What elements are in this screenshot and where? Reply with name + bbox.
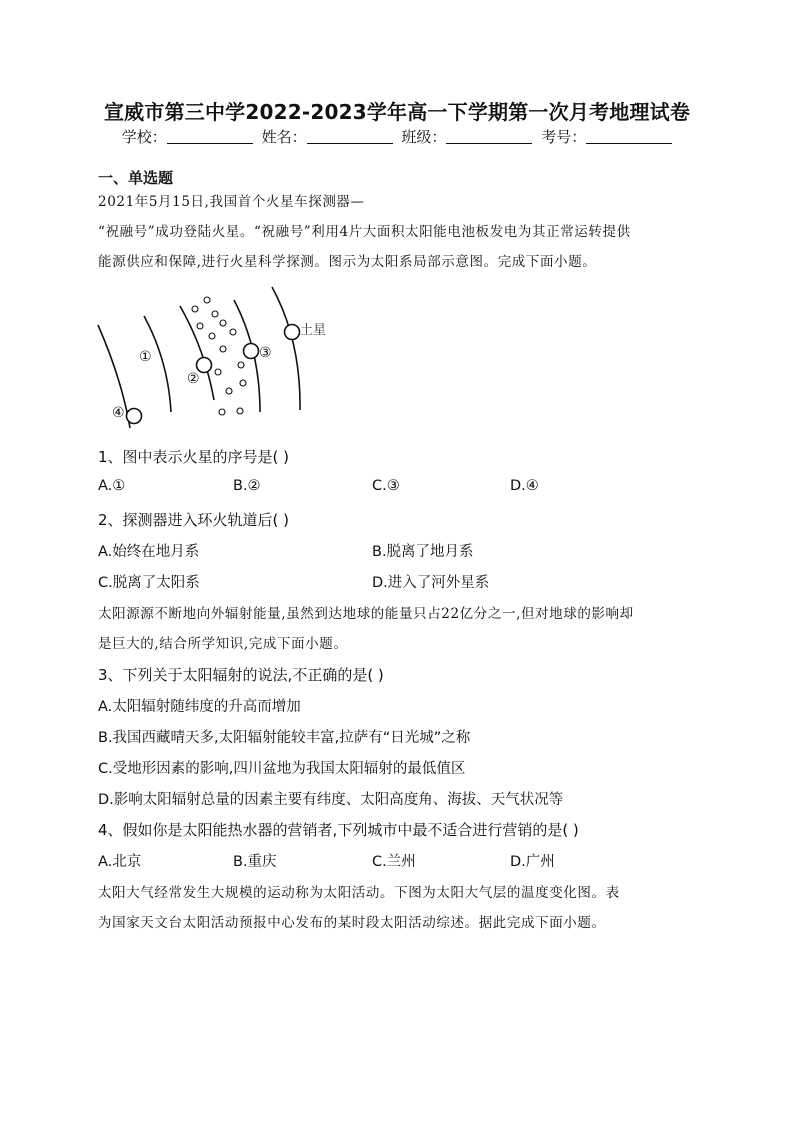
- asteroid: [212, 311, 218, 317]
- asteroid-belt: [192, 297, 246, 415]
- q4-option-c: C.兰州: [372, 854, 416, 870]
- q2-stem: 2、探测器进入环火轨道后( ): [98, 511, 290, 529]
- q2-option-c: C.脱离了太阳系: [98, 575, 200, 591]
- name-label: 姓名：: [261, 128, 307, 146]
- asteroid: [204, 297, 210, 303]
- exam-title: 宣威市第三中学2022-2023学年高一下学期第一次月考地理试卷: [103, 100, 691, 124]
- asteroid: [220, 320, 226, 326]
- q4-option-a: A.北京: [98, 854, 142, 870]
- passage1-line-1: 2021年5月15日,我国首个火星车探测器—: [98, 194, 365, 210]
- asteroid: [209, 333, 215, 339]
- passage1-line-3: 能源供应和保障,进行火星科学探测。图示为太阳系局部示意图。完成下面小题。: [98, 254, 597, 270]
- passage3-line-2: 为国家天文台太阳活动预报中心发布的某时段太阳活动综述。据此完成下面小题。: [98, 915, 606, 931]
- asteroid: [215, 369, 221, 375]
- q3-option-c: C.受地形因素的影响,四川盆地为我国太阳辐射的最低值区: [98, 761, 466, 777]
- asteroid: [192, 306, 198, 312]
- saturn-planet: [285, 325, 300, 340]
- q2-option-d: D.进入了河外星系: [372, 575, 490, 591]
- label-3: ③: [259, 345, 272, 361]
- planet-4: [127, 409, 142, 424]
- q4-option-d: D.广州: [510, 854, 555, 870]
- q3-option-a: A.太阳辐射随纬度的升高而增加: [98, 699, 301, 715]
- q4-option-b: B.重庆: [233, 854, 277, 870]
- q2-option-b: B.脱离了地月系: [372, 544, 474, 560]
- label-1: ①: [139, 349, 152, 365]
- q4-stem: 4、假如你是太阳能热水器的营销者,下列城市中最不适合进行营销的是( ): [98, 821, 579, 839]
- asteroid: [219, 409, 225, 415]
- school-label: 学校：: [121, 128, 167, 146]
- q1-option-b: B.②: [233, 478, 261, 494]
- asteroid: [226, 388, 232, 394]
- asteroid: [230, 329, 236, 335]
- section-heading: 一、单选题: [98, 169, 174, 187]
- passage1-line-2: “祝融号”成功登陆火星。“祝融号”利用4片大面积太阳能电池板发电为其正常运转提供: [98, 224, 631, 240]
- label-2: ②: [187, 371, 200, 387]
- exam-number-label: 考号：: [541, 128, 587, 146]
- class-label: 班级：: [401, 128, 447, 146]
- q1-stem: 1、图中表示火星的序号是( ): [98, 448, 290, 466]
- q3-option-b: B.我国西藏晴天多,太阳辐射能较丰富,拉萨有“日光城”之称: [98, 730, 471, 746]
- asteroid: [220, 346, 226, 352]
- orbit-saturn: [272, 287, 300, 410]
- label-4: ④: [112, 405, 125, 421]
- q1-option-a: A.①: [98, 478, 126, 494]
- asteroid: [240, 380, 246, 386]
- q2-option-a: A.始终在地月系: [98, 544, 200, 560]
- asteroid: [238, 362, 244, 368]
- q3-option-d: D.影响太阳辐射总量的因素主要有纬度、太阳高度角、海拔、天气状况等: [98, 792, 564, 808]
- q1-option-c: C.③: [372, 478, 400, 494]
- passage2-line-2: 是巨大的,结合所学知识,完成下面小题。: [98, 636, 348, 652]
- asteroid: [197, 323, 203, 329]
- q3-stem: 3、下列关于太阳辐射的说法,不正确的是( ): [98, 666, 384, 684]
- passage3-line-1: 太阳大气经常发生大规模的运动称为太阳活动。下图为太阳大气层的温度变化图。表: [98, 885, 620, 901]
- planet-3: [244, 344, 259, 359]
- saturn-label: 土星: [300, 323, 327, 338]
- asteroid: [237, 408, 243, 414]
- passage2-line-1: 太阳源源不断地向外辐射能量,虽然到达地球的能量只占22亿分之一,但对地球的影响却: [98, 606, 634, 622]
- q1-option-d: D.④: [510, 478, 539, 494]
